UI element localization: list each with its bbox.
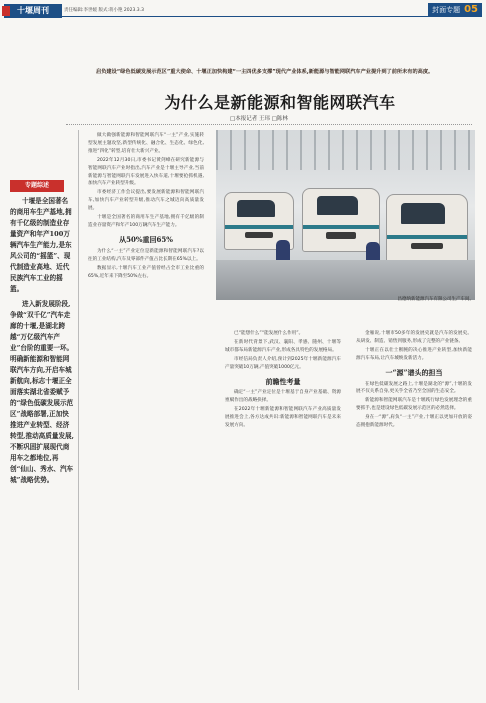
section-badge — [428, 3, 482, 17]
editor-meta: 责任编辑:李世媛 版式:蒋小艳 2023.3.3 — [64, 8, 144, 13]
body-column-2 — [225, 330, 341, 431]
page-number: 05 — [464, 4, 478, 15]
sidebar-paragraph: 进入新发展阶段,争做“双千亿”汽车走廊的十堰,是湖北跨越“万亿级汽车产业”台阶的重要一环。明确新能源和智能网联汽车方向,开启车城新航向,标志十堰正全面落实湖北省委赋予的“绿色低碳发展示范区”战略部署,正加快推进产业转型、经济转型,推动高质量发展,不断巩固扩展现代商用车之都地位,再创“仙山、秀水、汽车城”战略优势。 — [10, 300, 74, 484]
paper-name: 十堰周刊 — [17, 6, 49, 15]
sidebar-summary — [10, 196, 74, 490]
body-paragraph: 为什么“一主”产业定位是新能源和智能网联汽车?以往的工业结构,汽车及零部件产值占比长期在65%以上。 — [88, 248, 204, 262]
body-paragraph: 已“能想什么”“能发展什么作用”。 — [234, 331, 304, 336]
sidebar-tag: 专题综述 — [10, 180, 64, 192]
article-intro: 启负建设“绿色低碳发展示范区”重大使命、十堰正加快构建“一主四优多支撑”现代产业体系,新能源与智能网联汽车产业提升到了前所未有的高度。 — [96, 69, 434, 75]
body-paragraph: 十堰正在以壮士断腕的决心推进产业转型,加快新能源汽车布局,让汽车城焕发新活力。 — [356, 347, 472, 361]
title-rule — [66, 124, 472, 125]
body-paragraph: 在2022年十堰新能源和智能网联汽车产业高质量发展推进会上,各方达成共识:新能源和智能网联汽车是未来发展方向。 — [225, 407, 341, 429]
body-paragraph: 在新时代背景下,武汉、襄阳、孝感、随州、十堰等城市都布局新能源汽车产业,形成各具特色的发展格局。 — [225, 339, 341, 353]
body-paragraph: 市经信局负责人介绍,预计到2025年十堰新能源汽车产量突破10万辆,产值突破1000亿元。 — [225, 356, 341, 370]
body-paragraph: 2022年12月30日,市委书记黄剑峰在研究新能源与智能网联汽车产业时指出,汽车产业是十堰主导产业,当前新能源与智能网联汽车发展进入快车道,十堰要抢抓机遇,加快汽车产业转型升级。 — [88, 157, 204, 187]
sidebar-divider — [78, 130, 79, 690]
article-byline: □本报记者 王玮 □陈林 — [230, 116, 288, 122]
body-paragraph: 市委经济工作会议提出,要发展新能源和智能网联汽车,加快汽车产业转型升级,推动汽车之城迈向高质量发展。 — [88, 190, 204, 212]
section-name: 封面专题 — [432, 6, 461, 14]
sidebar-paragraph: 十堰是全国著名的商用车生产基地,拥有千亿级的制造业存量资产和年产100万辆汽车生产能力,是东风公司的“摇篮”、现代制造业高地、近代民族汽车工业的摇篮。 — [10, 197, 72, 293]
body-paragraph: 十堰是全国著名的商用车生产基地,拥有千亿级的制造业存量资产和年产100万辆汽车生产能力。 — [88, 215, 204, 228]
body-paragraph: 做大做强新能源和智能网联汽车“一主”产业,实施转型发展主题攻坚,新型传统化、融合化、生态化、绿色化,推进“四化”转型,培育壮大新兴产业。 — [88, 133, 204, 154]
ceiling-truss — [216, 130, 475, 170]
header-rule — [62, 16, 482, 17]
body-paragraph: 金雁说,十堰市50多年的发展史就是汽车的发展史。从研发、制造、销售到服务,形成了完整的产业链条。 — [356, 331, 472, 344]
car-image — [386, 194, 468, 264]
body-paragraph: 数据显示,十堰汽车工业产值曾经占全市工业比重的65%,近年来下降至50%左右。 — [88, 265, 204, 279]
masthead-mark-icon — [2, 6, 10, 16]
body-column-1 — [88, 132, 204, 281]
body-paragraph: 新能源和智能网联汽车是十堰践行绿色发展理念的重要抓手,也是建设绿色低碳发展示范区的必然选择。 — [356, 398, 472, 412]
article-title: 为什么是新能源和智能网联汽车 — [164, 93, 396, 112]
factory-floor — [216, 260, 475, 300]
body-paragraph: 确定“一主”产业定位是十堰基于自身产业基础、资源禀赋作出的战略抉择。 — [225, 390, 341, 404]
photo-caption: 昌德纳新能源汽车有限公司生产车间。 — [397, 297, 474, 302]
body-column-3 — [356, 330, 472, 431]
paper-masthead — [4, 4, 62, 18]
page-header — [0, 0, 486, 20]
section-heading: 前瞻性考量 — [265, 376, 301, 386]
section-heading: 从50%重回65% — [119, 234, 173, 244]
section-heading: 一“源”谱头的担当 — [385, 367, 443, 377]
body-paragraph: 在绿色低碳发展之路上,十堰是湖北的“源”,十堰的发展不仅关系自身,更关乎全省乃至全国的生态安全。 — [356, 381, 472, 395]
factory-photo — [216, 130, 475, 300]
body-paragraph: 身在一“源”,肩负“一主”产业,十堰正以更加开放的姿态拥抱新能源时代。 — [356, 415, 472, 429]
